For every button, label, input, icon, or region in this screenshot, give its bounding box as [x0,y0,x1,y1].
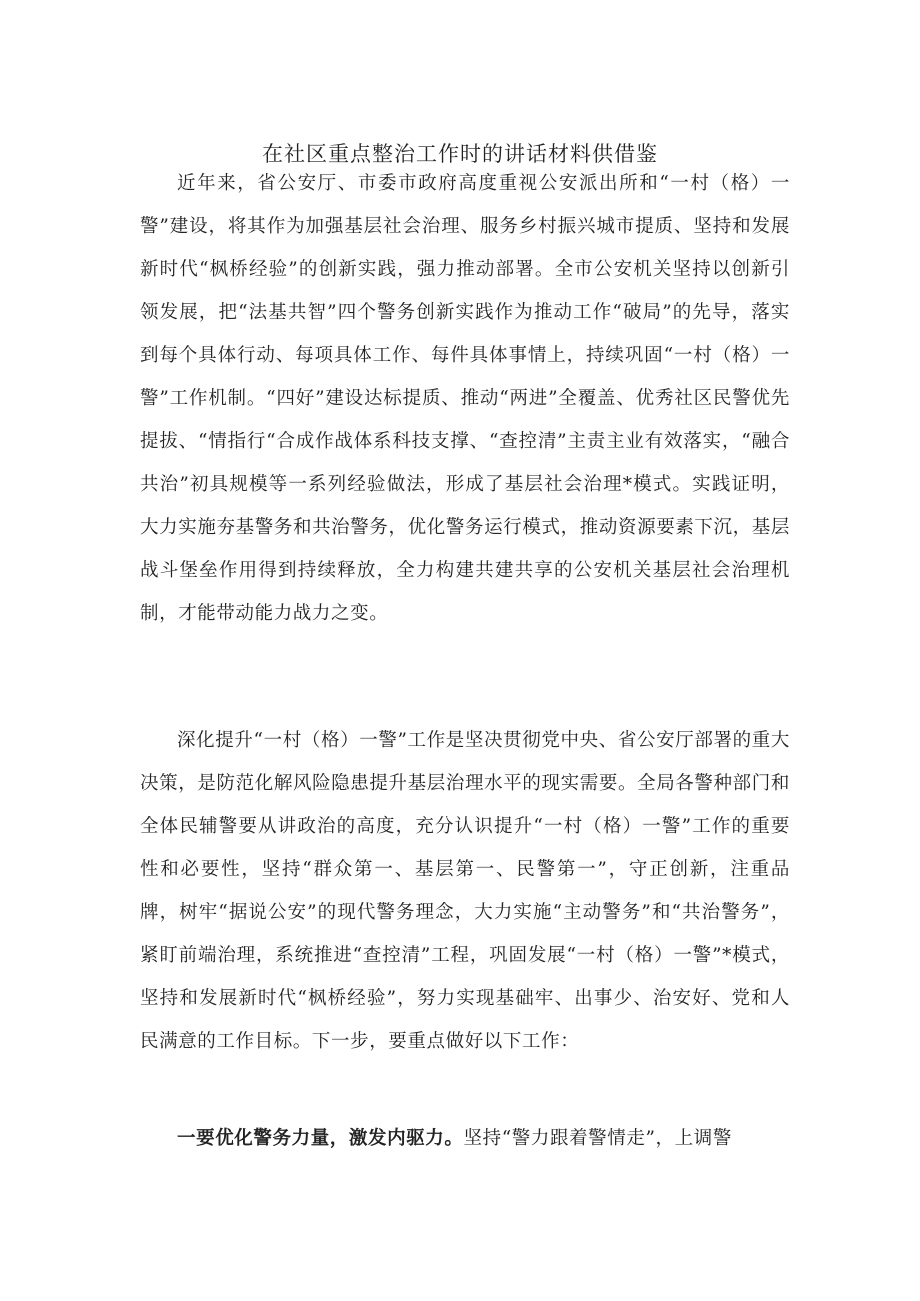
paragraph-3-text: 坚持“警力跟着警情走”，上调警 [463,1128,732,1149]
paragraph-3 [140,1117,790,1160]
document-title: 在社区重点整治工作时的讲话材料供借鉴 [262,142,658,166]
paragraph-2: 深化提升“一村（格）一警”工作是坚决贯彻党中央、省公安厅部署的重大决策，是防范化解风险隐患提升基层治理水平的现实需要。全局各警种部门和全体民辅警要从讲政治的高度，充分认识提升“一村（格）一警”工作的重要性和必要性，坚持“群众第一、基层第一、民警第一”，守正创新，注重品牌，树牢“据说公安”的现代警务理念，大力实施“主动警务”和“共治警务”，紧盯前端治理，系统推进“查控清”工程，巩固发展“一村（格）一警”*模式，坚持和发展新时代“枫桥经验”，努力实现基础牢、出事少、治安好、党和人民满意的工作目标。下一步，要重点做好以下工作： [140,730,790,1052]
paragraph-1: 近年来，省公安厅、市委市政府高度重视公安派出所和“一村（格）一警”建设，将其作为加强基层社会治理、服务乡村振兴城市提质、坚持和发展新时代“枫桥经验”的创新实践，强力推动部署。全市公安机关坚持以创新引领发展，把“法基共智”四个警务创新实践作为推动工作“破局”的先导，落实到每个具体行动、每项具体工作、每件具体事情上，持续巩固“一村（格）一警”工作机制。“四好”建设达标提质、推动“两进”全覆盖、优秀社区民警优先提拔、“情指行“合成作战体系科技支撑、“查控清”主责主业有效落实，“融合共治”初具规模等一系列经验做法，形成了基层社会治理*模式。实践证明，大力实施夯基警务和共治警务，优化警务运行模式，推动资源要素下沉，基层战斗堡垒作用得到持续释放，全力构建共建共享的公安机关基层社会治理机制，才能带动能力战力之变。 [140,173,790,624]
paragraph-3-lead: 一要优化警务力量，激发内驱力。 [177,1128,464,1149]
